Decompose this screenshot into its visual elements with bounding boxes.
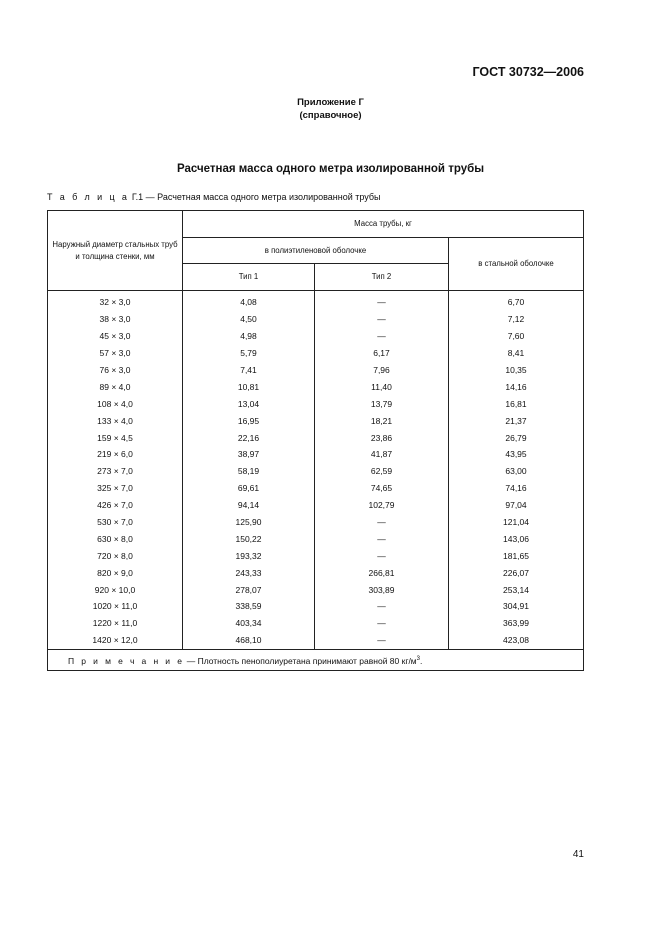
cell-steel: 253,14 — [449, 581, 584, 598]
cell-type1: 193,32 — [183, 547, 315, 564]
cell-diameter: 45 × 3,0 — [48, 328, 183, 345]
header-type1: Тип 1 — [183, 264, 315, 291]
cell-type1: 7,41 — [183, 362, 315, 379]
table-row — [48, 378, 584, 395]
cell-type2: 7,96 — [315, 362, 449, 379]
cell-type2: 266,81 — [315, 564, 449, 581]
cell-diameter: 32 × 3,0 — [48, 291, 183, 311]
cell-steel: 74,16 — [449, 480, 584, 497]
table-row — [48, 547, 584, 564]
cell-diameter: 159 × 4,5 — [48, 429, 183, 446]
table-row — [48, 345, 584, 362]
appendix-title: Приложение Г — [297, 97, 364, 108]
note-superscript: 3 — [416, 655, 420, 662]
cell-type1: 5,79 — [183, 345, 315, 362]
cell-type1: 278,07 — [183, 581, 315, 598]
header-poly: в полиэтиленовой оболочке — [183, 238, 449, 264]
cell-type1: 58,19 — [183, 463, 315, 480]
table-row — [48, 463, 584, 480]
cell-type1: 150,22 — [183, 530, 315, 547]
cell-diameter: 820 × 9,0 — [48, 564, 183, 581]
cell-diameter: 76 × 3,0 — [48, 362, 183, 379]
cell-steel: 21,37 — [449, 412, 584, 429]
cell-steel: 43,95 — [449, 446, 584, 463]
note-label: П р и м е ч а н и е — [68, 655, 185, 666]
table-row — [48, 328, 584, 345]
cell-type2: 303,89 — [315, 581, 449, 598]
cell-steel: 26,79 — [449, 429, 584, 446]
cell-diameter: 530 × 7,0 — [48, 514, 183, 531]
table-row — [48, 291, 584, 311]
cell-steel: 16,81 — [449, 395, 584, 412]
table-row — [48, 429, 584, 446]
table-caption-label: Т а б л и ц а — [47, 192, 130, 202]
table-row — [48, 530, 584, 547]
cell-diameter: 325 × 7,0 — [48, 480, 183, 497]
cell-type2: 13,79 — [315, 395, 449, 412]
table-row — [48, 311, 584, 328]
cell-steel: 14,16 — [449, 378, 584, 395]
cell-type2: 74,65 — [315, 480, 449, 497]
cell-steel: 6,70 — [449, 291, 584, 311]
cell-steel: 143,06 — [449, 530, 584, 547]
cell-type1: 10,81 — [183, 378, 315, 395]
cell-type2: — — [315, 530, 449, 547]
cell-type1: 13,04 — [183, 395, 315, 412]
appendix-type: (справочное) — [299, 110, 362, 121]
table-row — [48, 581, 584, 598]
page-number: 41 — [572, 849, 584, 860]
cell-type1: 4,98 — [183, 328, 315, 345]
table-row — [48, 564, 584, 581]
cell-type2: 18,21 — [315, 412, 449, 429]
cell-steel: 8,41 — [449, 345, 584, 362]
table-caption-text: — Расчетная масса одного метра изолированной трубы — [145, 192, 381, 202]
cell-steel: 63,00 — [449, 463, 584, 480]
cell-type1: 16,95 — [183, 412, 315, 429]
cell-type2: — — [315, 632, 449, 649]
cell-steel: 7,12 — [449, 311, 584, 328]
table-row — [48, 615, 584, 632]
cell-type2: 6,17 — [315, 345, 449, 362]
cell-type2: — — [315, 547, 449, 564]
cell-type2: 102,79 — [315, 497, 449, 514]
table-row — [48, 446, 584, 463]
cell-steel: 363,99 — [449, 615, 584, 632]
appendix-heading — [0, 96, 661, 122]
note-text: — Плотность пенополиуретана принимают равной 80 кг/м — [186, 655, 417, 666]
cell-type1: 69,61 — [183, 480, 315, 497]
cell-steel: 97,04 — [449, 497, 584, 514]
cell-type1: 468,10 — [183, 632, 315, 649]
table-note — [48, 649, 584, 670]
cell-diameter: 630 × 8,0 — [48, 530, 183, 547]
cell-type1: 403,34 — [183, 615, 315, 632]
cell-type1: 22,16 — [183, 429, 315, 446]
cell-diameter: 273 × 7,0 — [48, 463, 183, 480]
cell-type2: — — [315, 615, 449, 632]
cell-type1: 4,50 — [183, 311, 315, 328]
header-steel: в стальной оболочке — [449, 238, 584, 291]
cell-type2: — — [315, 514, 449, 531]
cell-type1: 338,59 — [183, 598, 315, 615]
cell-steel: 181,65 — [449, 547, 584, 564]
cell-diameter: 720 × 8,0 — [48, 547, 183, 564]
cell-diameter: 219 × 6,0 — [48, 446, 183, 463]
cell-type2: 11,40 — [315, 378, 449, 395]
table-row — [48, 362, 584, 379]
header-diameter: Наружный диаметр стальных труб и толщина стенки, мм — [48, 211, 183, 291]
table-row — [48, 514, 584, 531]
cell-diameter: 38 × 3,0 — [48, 311, 183, 328]
table-row — [48, 395, 584, 412]
cell-type2: — — [315, 328, 449, 345]
header-mass: Масса трубы, кг — [183, 211, 584, 238]
cell-type1: 4,08 — [183, 291, 315, 311]
note-end: . — [420, 655, 423, 666]
cell-steel: 7,60 — [449, 328, 584, 345]
cell-steel: 423,08 — [449, 632, 584, 649]
cell-type1: 38,97 — [183, 446, 315, 463]
table-caption — [47, 192, 381, 202]
table-row — [48, 412, 584, 429]
cell-type1: 94,14 — [183, 497, 315, 514]
cell-type2: — — [315, 598, 449, 615]
mass-table — [47, 210, 584, 671]
cell-steel: 304,91 — [449, 598, 584, 615]
cell-diameter: 89 × 4,0 — [48, 378, 183, 395]
cell-diameter: 426 × 7,0 — [48, 497, 183, 514]
cell-diameter: 1420 × 12,0 — [48, 632, 183, 649]
table-row — [48, 480, 584, 497]
cell-steel: 226,07 — [449, 564, 584, 581]
cell-diameter: 1020 × 11,0 — [48, 598, 183, 615]
header-type2: Тип 2 — [315, 264, 449, 291]
cell-type2: 62,59 — [315, 463, 449, 480]
table-body — [48, 291, 584, 650]
cell-diameter: 133 × 4,0 — [48, 412, 183, 429]
cell-diameter: 57 × 3,0 — [48, 345, 183, 362]
table-row — [48, 632, 584, 649]
cell-type2: 23,86 — [315, 429, 449, 446]
page-title: Расчетная масса одного метра изолированной трубы — [176, 163, 485, 175]
cell-steel: 121,04 — [449, 514, 584, 531]
cell-type1: 125,90 — [183, 514, 315, 531]
cell-diameter: 108 × 4,0 — [48, 395, 183, 412]
cell-type2: 41,87 — [315, 446, 449, 463]
cell-type2: — — [315, 311, 449, 328]
table-caption-number: Г.1 — [131, 192, 144, 202]
cell-diameter: 1220 × 11,0 — [48, 615, 183, 632]
table-row — [48, 598, 584, 615]
cell-type2: — — [315, 291, 449, 311]
standard-number: ГОСТ 30732—2006 — [472, 65, 584, 79]
cell-type1: 243,33 — [183, 564, 315, 581]
table-row — [48, 497, 584, 514]
cell-steel: 10,35 — [449, 362, 584, 379]
cell-diameter: 920 × 10,0 — [48, 581, 183, 598]
